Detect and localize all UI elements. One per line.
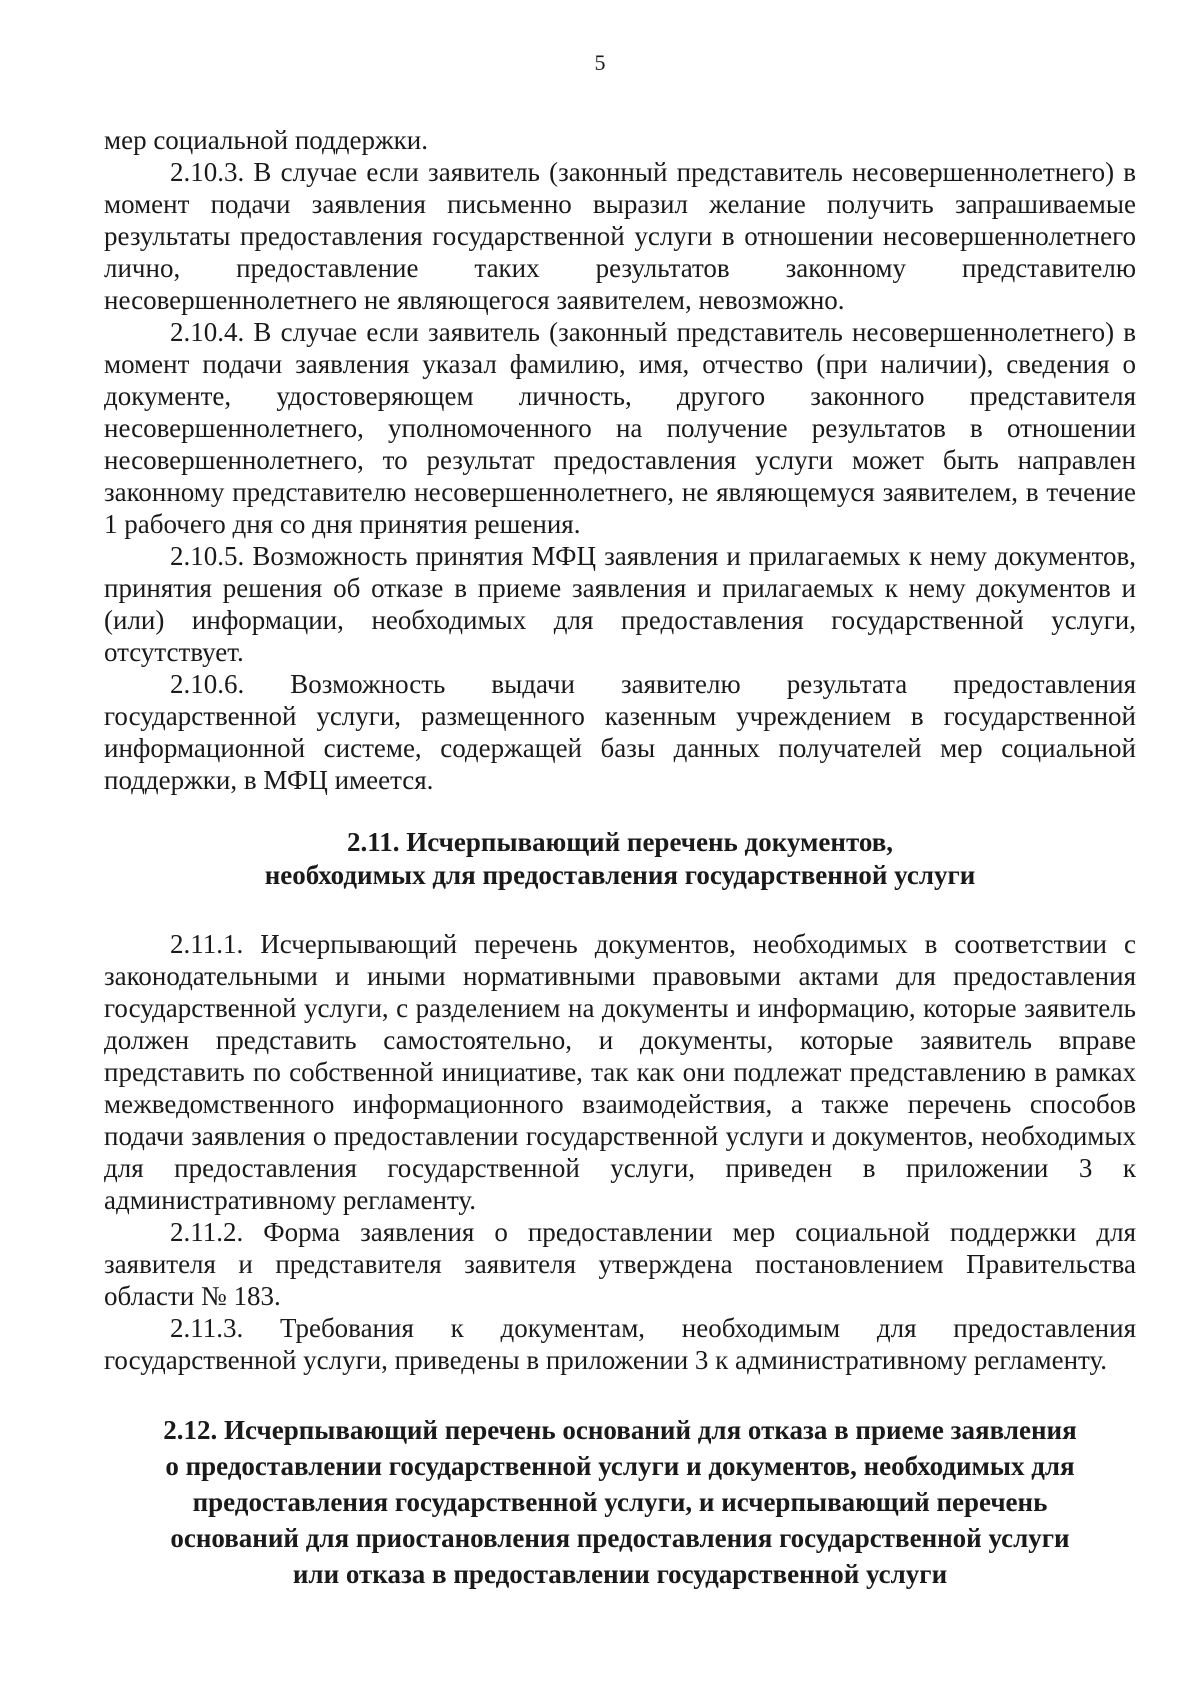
paragraph-2-10-6: 2.10.6. Возможность выдачи заявителю результата предоставления государственной услуги, размещенного казенным учреждением в государственной информационной системе, содержащей базы данных получателей мер социальной поддержки, в МФЦ имеется. [104,669,1136,795]
paragraph-2-10-5: 2.10.5. Возможность принятия МФЦ заявления и прилагаемых к нему документов, принятия решения об отказе в приеме заявления и прилагаемых к нему документов и (или) информации, необходимых для предоставления государственной услуги, отсутствует. [104,541,1136,667]
section-heading-2-12-line-5: или отказа в предоставлении государственной услуги [292,1559,948,1589]
document-body [104,124,1136,1592]
section-heading-2-11 [104,826,1136,892]
paragraph-2-11-1: 2.11.1. Исчерпывающий перечень документов, необходимых в соответствии с законодательными и иными нормативными правовыми актами для предоставления государственной услуги, с разделением на документы и информацию, которые заявитель должен представить самостоятельно, и документы, которые заявитель вправе представить по собственной инициативе, так как они подлежат представлению в рамках межведомственного информационного взаимодействия, а также перечень способов подачи заявления о предоставлении государственной услуги и документов, необходимых для предоставления государственной услуги, приведен в приложении 3 к административному регламенту. [104,929,1136,1215]
paragraph-2-10-4: 2.10.4. В случае если заявитель (законный представитель несовершеннолетнего) в момент подачи заявления указал фамилию, имя, отчество (при наличии), сведения о документе, удостоверяющем личность, другого законного представителя несовершеннолетнего, уполномоченного на получение результатов в отношении несовершеннолетнего, то результат предоставления услуги может быть направлен законному представителю несовершеннолетнего, не являющемуся заявителем, в течение 1 рабочего дня со дня принятия решения. [104,317,1136,539]
section-heading-2-12-line-4: оснований для приостановления предоставления государственной услуги [170,1523,1070,1553]
section-heading-2-12-line-3: предоставления государственной услуги, и исчерпывающий перечень [192,1487,1048,1517]
paragraph-2-11-2: 2.11.2. Форма заявления о предоставлении мер социальной поддержки для заявителя и представителя заявителя утверждена постановлением Правительства области № 183. [104,1217,1136,1311]
page-number: 5 [594,50,606,75]
section-heading-2-12-line-2: о предоставлении государственной услуги и документов, необходимых для [165,1451,1075,1481]
section-heading-2-11-line-1: 2.11. Исчерпывающий перечень документов, [346,827,894,857]
section-heading-2-12-line-1: 2.12. Исчерпывающий перечень оснований для отказа в приеме заявления [163,1415,1077,1445]
paragraph-2-10-3: 2.10.3. В случае если заявитель (законный представитель несовершеннолетнего) в момент подачи заявления письменно выразил желание получить запрашиваемые результаты предоставления государственной услуги в отношении несовершеннолетнего лично, предоставление таких результатов законному представителю несовершеннолетнего не являющегося заявителем, невозможно. [104,157,1136,315]
section-heading-2-11-line-2: необходимых для предоставления государственной услуги [264,860,976,890]
paragraph-2-11-3: 2.11.3. Требования к документам, необходимым для предоставления государственной услуги, приведены в приложении 3 к административному регламенту. [104,1313,1136,1375]
paragraph-continuation: мер социальной поддержки. [104,125,428,155]
section-heading-2-12 [104,1412,1136,1592]
